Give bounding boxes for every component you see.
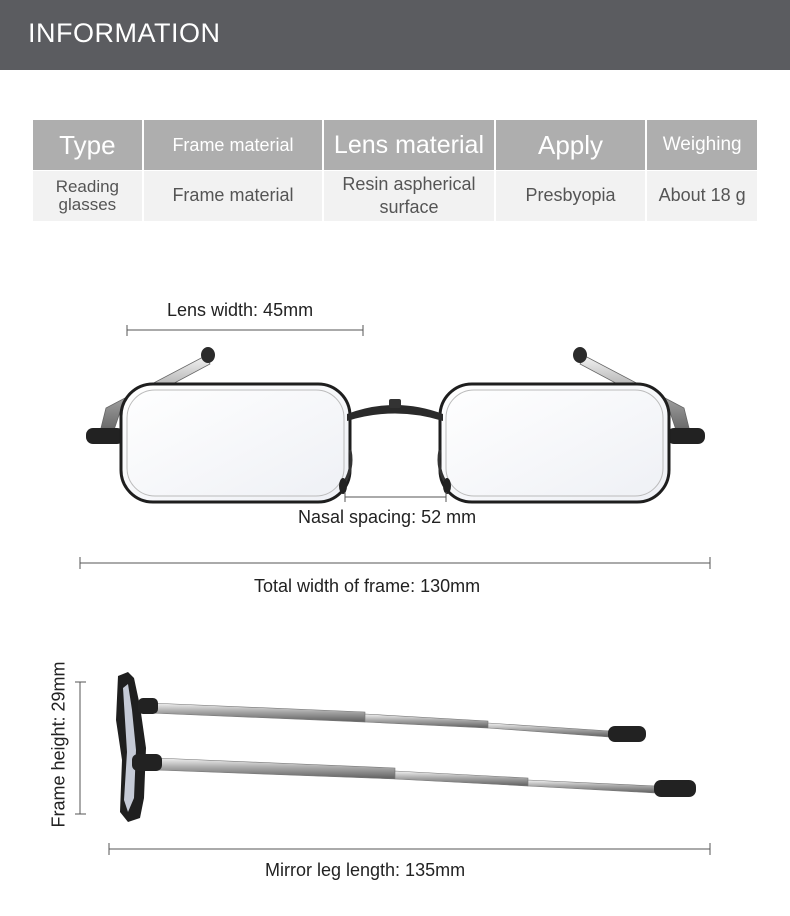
value-lens-material-line1: Resin aspherical xyxy=(342,173,476,194)
nasal-spacing-label: Nasal spacing: 52 mm xyxy=(298,507,477,527)
value-apply: Presbyopia xyxy=(496,171,646,221)
banner-title: INFORMATION xyxy=(28,18,221,48)
header-lens-material: Lens material xyxy=(324,120,494,170)
value-type-line2: glasses xyxy=(58,195,117,214)
value-type-line1: Reading xyxy=(55,177,120,197)
glasses-side-view xyxy=(116,672,696,822)
total-width-dimension-line xyxy=(80,557,710,569)
lens-width-label: Lens width: 45mm xyxy=(167,300,314,320)
value-weighing: About 18 g xyxy=(647,171,757,221)
leg-length-dimension-line xyxy=(109,843,710,855)
header-frame-material: Frame material xyxy=(144,120,323,170)
frame-height-label: Frame height: 29mm xyxy=(48,661,69,828)
value-lens-material-line2: surface xyxy=(379,197,439,217)
frame-height-dimension-line xyxy=(75,682,86,814)
value-frame-material: Frame material xyxy=(144,171,323,221)
header-type: Type xyxy=(33,120,142,170)
header-apply: Apply xyxy=(496,120,646,170)
glasses-front-view xyxy=(86,347,705,502)
nasal-spacing-dimension-line xyxy=(345,492,446,502)
total-width-label: Total width of frame: 130mm xyxy=(254,576,481,596)
lens-width-dimension-line xyxy=(127,325,363,336)
header-weighing: Weighing xyxy=(647,120,757,170)
leg-length-label: Mirror leg length: 135mm xyxy=(265,860,466,880)
